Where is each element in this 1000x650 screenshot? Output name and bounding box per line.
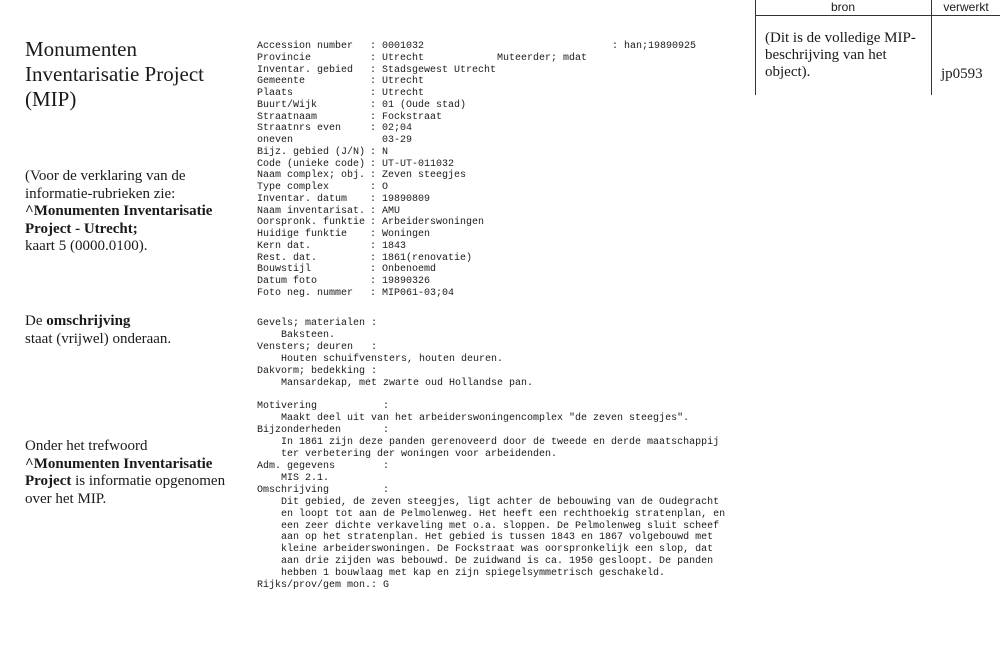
field-label: Foto neg. nummer	[257, 287, 354, 299]
field-label: oneven	[257, 135, 294, 146]
field-separator: :	[370, 123, 377, 135]
bijzonderheden-text-2: ter verbetering der woningen voor arbeidenden.	[281, 449, 558, 461]
note3-reference-link[interactable]: ^Monumenten Inventarisatie Project	[25, 455, 213, 489]
field-label: Huidige funktie	[257, 229, 348, 240]
motivering-label: Motivering :	[257, 401, 390, 413]
vensters-text: Houten schuifvensters, houten deuren.	[281, 353, 504, 365]
verwerkt-header: verwerkt	[943, 0, 989, 14]
field-separator: :	[370, 276, 377, 287]
bron-header: bron	[830, 0, 856, 14]
note1-reference-link[interactable]: ^Monumenten Inventarisatie Project - Utrecht;	[25, 203, 213, 237]
field-separator: :	[370, 264, 377, 276]
mutation-label: Muteerder; mdat	[497, 52, 588, 64]
field-value: Utrecht	[382, 88, 425, 99]
record-row	[257, 206, 496, 218]
field-separator: :	[370, 170, 377, 182]
field-value: N	[382, 146, 389, 158]
field-label: Inventar. gebied	[257, 64, 354, 76]
record-row	[257, 147, 496, 159]
field-label: Datum foto	[257, 276, 318, 287]
field-separator: :	[370, 146, 377, 158]
processed-code: jp0593	[941, 66, 983, 82]
record-row	[257, 88, 496, 100]
field-label: Buurt/Wijk	[257, 99, 318, 111]
record-row	[257, 100, 496, 112]
omschrijving-line: aan op het stratenplan. Het gebied is tussen 1843 en 1867 volgebouwd met	[281, 532, 714, 544]
record-row	[257, 41, 496, 53]
field-value: 02;04	[382, 123, 413, 135]
field-label: Provincie	[257, 52, 312, 64]
source-box	[755, 0, 1000, 95]
field-label: Accession number	[257, 41, 354, 52]
field-separator: :	[370, 64, 377, 76]
field-label: Oorspronk. funktie	[257, 217, 366, 229]
field-separator: :	[370, 287, 377, 299]
field-value: O	[382, 182, 389, 193]
field-value: Zeven steegjes	[382, 170, 467, 182]
omschrijving-label: Omschrijving :	[257, 484, 390, 496]
field-label: Straatnaam	[257, 111, 318, 123]
record-row	[257, 135, 496, 147]
field-value: Onbenoemd	[382, 264, 437, 276]
record-fields	[257, 41, 496, 300]
box-header-line	[755, 15, 1000, 16]
page-title: Monumenten Inventarisatie Project (MIP)	[25, 37, 205, 111]
field-separator: :	[370, 41, 377, 52]
omschrijving-line: hebben 1 bouwlaag met kap en zijn spiegelsymmetrisch geschakeld.	[281, 568, 666, 580]
record-row	[257, 194, 496, 206]
bijzonderheden-label: Bijzonderheden :	[257, 425, 390, 437]
dakvorm-label: Dakvorm; bedekking :	[257, 365, 378, 377]
record-row	[257, 241, 496, 253]
field-value: Fockstraat	[382, 111, 443, 123]
field-separator: :	[370, 158, 377, 170]
record-row	[257, 229, 496, 241]
omschrijving-line: aan drie zijden was bebouwd. De zuidwand is ca. 1950 gesloopt. De panden	[281, 556, 714, 568]
box-column-divider	[931, 0, 932, 95]
record-row	[257, 217, 496, 229]
field-value: 19890809	[382, 193, 431, 205]
motivering-text: Maakt deel uit van het arbeiderswoningencomplex "de zeven steegjes".	[281, 413, 690, 425]
field-value: Utrecht	[382, 76, 425, 88]
field-label: Bijz. gebied (J/N)	[257, 146, 366, 158]
field-separator: :	[370, 76, 377, 88]
field-label: Inventar. datum	[257, 193, 348, 205]
field-separator: :	[370, 182, 377, 193]
field-separator: :	[370, 252, 377, 264]
record-row	[257, 76, 496, 88]
field-label: Code (unieke code)	[257, 158, 366, 170]
omschrijving-text	[257, 497, 757, 580]
field-value: 03-29	[382, 135, 413, 146]
field-label: Rest. dat.	[257, 252, 318, 264]
record-row	[257, 276, 496, 288]
record-row	[257, 123, 496, 135]
field-label: Kern dat.	[257, 240, 312, 252]
field-label: Naam inventarisat.	[257, 205, 366, 217]
rijks-label: Rijks/prov/gem mon.: G	[257, 580, 390, 592]
field-value: 1843	[382, 240, 407, 252]
field-value: Stadsgewest Utrecht	[382, 64, 497, 76]
omschrijving-line: en loopt tot aan de Pelmolenweg. Het heeft een rechthoekig stratenplan, en	[281, 508, 726, 520]
dakvorm-text: Mansardekap, met zwarte oud Hollandse pan.	[281, 377, 534, 389]
gevels-text: Baksteen.	[281, 329, 336, 341]
field-label: Gemeente	[257, 76, 306, 88]
field-value: Arbeiderswoningen	[382, 217, 485, 229]
bijzonderheden-text-1: In 1861 zijn deze panden gerenoveerd door de tweede en derde maatschappij	[281, 437, 720, 449]
record-row	[257, 182, 496, 194]
field-label: Type complex	[257, 182, 330, 193]
record-row	[257, 253, 496, 265]
note2-rest: staat (vrijwel) onderaan.	[25, 330, 172, 347]
field-label: Straatnrs even	[257, 123, 342, 135]
note3-text: Onder het trefwoord	[25, 438, 148, 454]
record-row	[257, 264, 496, 276]
record-row	[257, 170, 496, 182]
field-value: 01 (Oude stad)	[382, 99, 467, 111]
field-value: Woningen	[382, 229, 431, 240]
field-separator: :	[370, 205, 377, 217]
note-keyword	[25, 438, 240, 508]
mutation-info	[485, 41, 697, 76]
field-value: UT-UT-011032	[382, 158, 455, 170]
omschrijving-line: een zeer dichte verkaveling met o.a. sloppen. De Pelmolenweg sluit scheef	[281, 520, 720, 532]
note3-rest: is informatie opgenomen over het MIP.	[25, 473, 226, 507]
field-separator: :	[370, 217, 377, 229]
note-explanation	[25, 168, 240, 256]
field-separator	[370, 135, 382, 147]
record-row	[257, 159, 496, 171]
note1-text: (Voor de verklaring van de informatie-rubrieken zie:	[25, 168, 186, 202]
omschrijving-line: kleine arbeiderswoningen. De Fockstraat was oorspronkelijk een slop, dat	[281, 544, 714, 556]
field-value: 19890326	[382, 276, 431, 287]
record-row	[257, 288, 496, 300]
field-separator: :	[370, 99, 377, 111]
note2-text: De	[25, 313, 43, 329]
note1-card: kaart 5 (0000.0100).	[25, 238, 148, 254]
field-value: MIP061-03;04	[382, 287, 455, 299]
adm-text: MIS 2.1.	[281, 472, 330, 484]
field-label: Plaats	[257, 88, 294, 99]
field-separator: :	[370, 193, 377, 205]
note-description	[25, 313, 240, 348]
record-row	[257, 112, 496, 124]
omschrijving-line: Dit gebied, de zeven steegjes, ligt achter de bebouwing van de Oudegracht	[281, 496, 720, 508]
gevels-label: Gevels; materialen :	[257, 318, 378, 329]
field-label: Naam complex; obj.	[257, 170, 366, 182]
field-separator: :	[370, 52, 377, 64]
field-value: Utrecht	[382, 52, 425, 64]
field-separator: :	[370, 88, 377, 99]
source-description: (Dit is de volledige MIP-beschrijving van het object).	[765, 30, 916, 80]
note2-bold: omschrijving	[46, 313, 131, 329]
mutation-value: : han;19890925	[612, 41, 697, 52]
record-row	[257, 65, 496, 77]
field-separator: :	[370, 240, 377, 252]
field-value: 0001032	[382, 41, 425, 52]
field-separator: :	[370, 111, 377, 123]
description-block	[257, 318, 757, 592]
record-row	[257, 53, 496, 65]
adm-label: Adm. gegevens :	[257, 460, 390, 472]
box-left-border	[755, 0, 756, 95]
vensters-label: Vensters; deuren :	[257, 341, 378, 353]
field-separator: :	[370, 229, 377, 240]
field-label: Bouwstijl	[257, 264, 312, 276]
field-value: AMU	[382, 205, 401, 217]
field-value: 1861(renovatie)	[382, 252, 473, 264]
